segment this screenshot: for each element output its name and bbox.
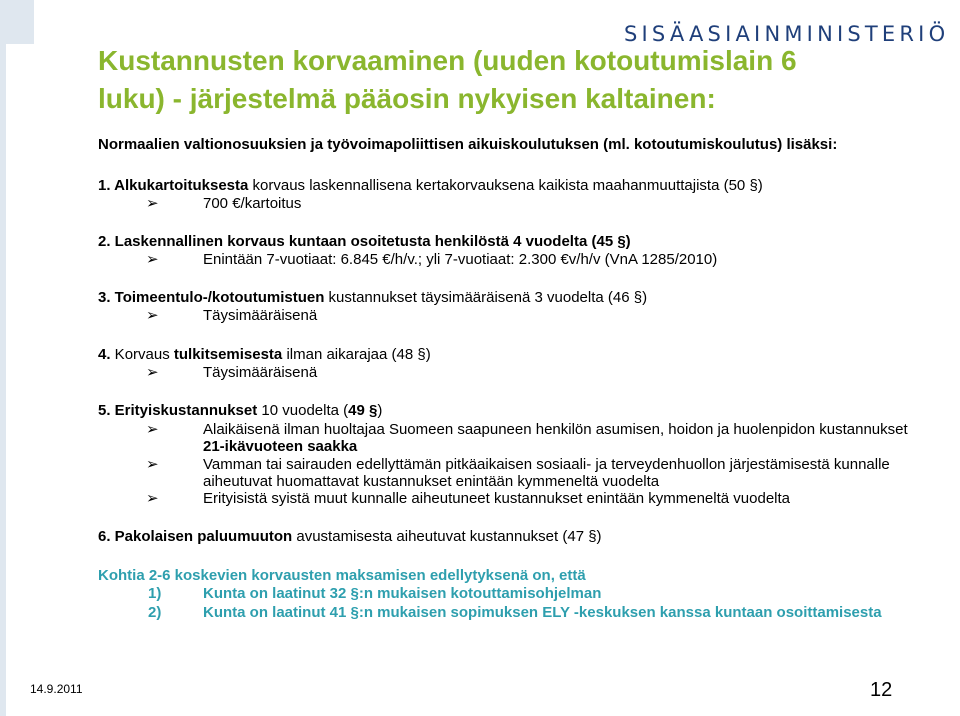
arrow-icon: ➢ xyxy=(146,490,159,507)
ministry-logo: SISÄASIAINMINISTERIÖ xyxy=(624,22,950,46)
title-line-1: Kustannusten korvaaminen (uuden kotoutumislain 6 xyxy=(98,45,797,76)
item-1-rest: korvaus laskennallisena kertakorvauksena kaikista maahanmuuttajista (50 §) xyxy=(248,177,763,194)
item-6-bold: 6. Pakolaisen paluumuuton xyxy=(98,528,293,545)
item-5-tail: ) xyxy=(377,402,383,419)
item-5 xyxy=(98,402,382,419)
item-1-bold: 1. Alkukartoituksesta xyxy=(98,177,249,194)
item-6-rest: avustamisesta aiheutuvat kustannukset (47 §) xyxy=(292,528,602,545)
item-2-sub: Enintään 7-vuotiaat: 6.845 €/h/v.; yli 7-vuotiaat: 2.300 €v/h/v (VnA 1285/2010) xyxy=(203,251,718,268)
condition-1-num: 1) xyxy=(148,585,162,602)
item-1-sub: 700 €/kartoitus xyxy=(203,195,302,212)
item-4-sub: Täysimääräisenä xyxy=(203,364,318,381)
item-5-bold: 5. Erityiskustannukset xyxy=(98,402,258,419)
slide-title xyxy=(98,42,918,118)
item-5-sub1-line2: 21-ikävuoteen saakka xyxy=(203,438,358,455)
item-5-sub2-line2: aiheutuvat huomattavat kustannukset enintään kymmeneltä vuodelta xyxy=(203,473,660,490)
item-6 xyxy=(98,528,602,545)
item-3-sub: Täysimääräisenä xyxy=(203,307,318,324)
condition-2-num: 2) xyxy=(148,604,162,621)
item-5-sub3-line1: Erityisistä syistä muut kunnalle aiheutuneet kustannukset enintään kymmeneltä vuodelta xyxy=(203,490,790,507)
item-4 xyxy=(98,346,431,363)
item-5-rest: 10 vuodelta ( xyxy=(257,402,349,419)
item-5-sub1-line1: Alaikäisenä ilman huoltajaa Suomeen saapuneen henkilön asumisen, hoidon ja huolenpidon kustannukset xyxy=(203,421,908,438)
item-4-rest: ilman aikarajaa (48 §) xyxy=(282,346,431,363)
arrow-icon: ➢ xyxy=(146,251,159,268)
item-5-bold3: 49 § xyxy=(348,402,378,419)
arrow-icon: ➢ xyxy=(146,364,159,381)
item-3-bold: 3. Toimeentulo-/kotoutumistuen xyxy=(98,289,325,306)
item-5-sub2-line1: Vamman tai sairauden edellyttämän pitkäaikaisen sosiaali- ja terveydenhuollon järjestämisestä kunnalle xyxy=(203,456,890,473)
conditions-heading: Kohtia 2-6 koskevien korvausten maksamisen edellytyksenä on, että xyxy=(98,567,586,584)
item-3-rest: kustannukset täysimääräisenä 3 vuodelta (46 §) xyxy=(324,289,648,306)
item-1 xyxy=(98,177,763,194)
corner-decoration xyxy=(0,0,34,44)
item-3 xyxy=(98,289,647,306)
item-2: 2. Laskennallinen korvaus kuntaan osoitetusta henkilöstä 4 vuodelta (45 §) xyxy=(98,233,631,250)
arrow-icon: ➢ xyxy=(146,421,159,438)
condition-2-text: Kunta on laatinut 41 §:n mukaisen sopimuksen ELY -keskuksen kanssa kuntaan osoittamisesta xyxy=(203,604,882,621)
side-decoration xyxy=(0,44,6,716)
arrow-icon: ➢ xyxy=(146,307,159,324)
item-4-num: 4. xyxy=(98,346,111,363)
title-line-2: luku) - järjestelmä pääosin nykyisen kaltainen: xyxy=(98,83,716,114)
footer-date: 14.9.2011 xyxy=(30,682,83,696)
condition-1-text: Kunta on laatinut 32 §:n mukaisen kotouttamisohjelman xyxy=(203,585,602,602)
intro-text: Normaalien valtionosuuksien ja työvoimapoliittisen aikuiskoulutuksen (ml. kotoutumiskoulutus) lisäksi: xyxy=(98,136,838,153)
item-4-bold2: tulkitsemisesta xyxy=(173,346,283,363)
item-4-mid: Korvaus xyxy=(110,346,174,363)
page-number: 12 xyxy=(870,679,893,701)
arrow-icon: ➢ xyxy=(146,456,159,473)
arrow-icon: ➢ xyxy=(146,195,159,212)
